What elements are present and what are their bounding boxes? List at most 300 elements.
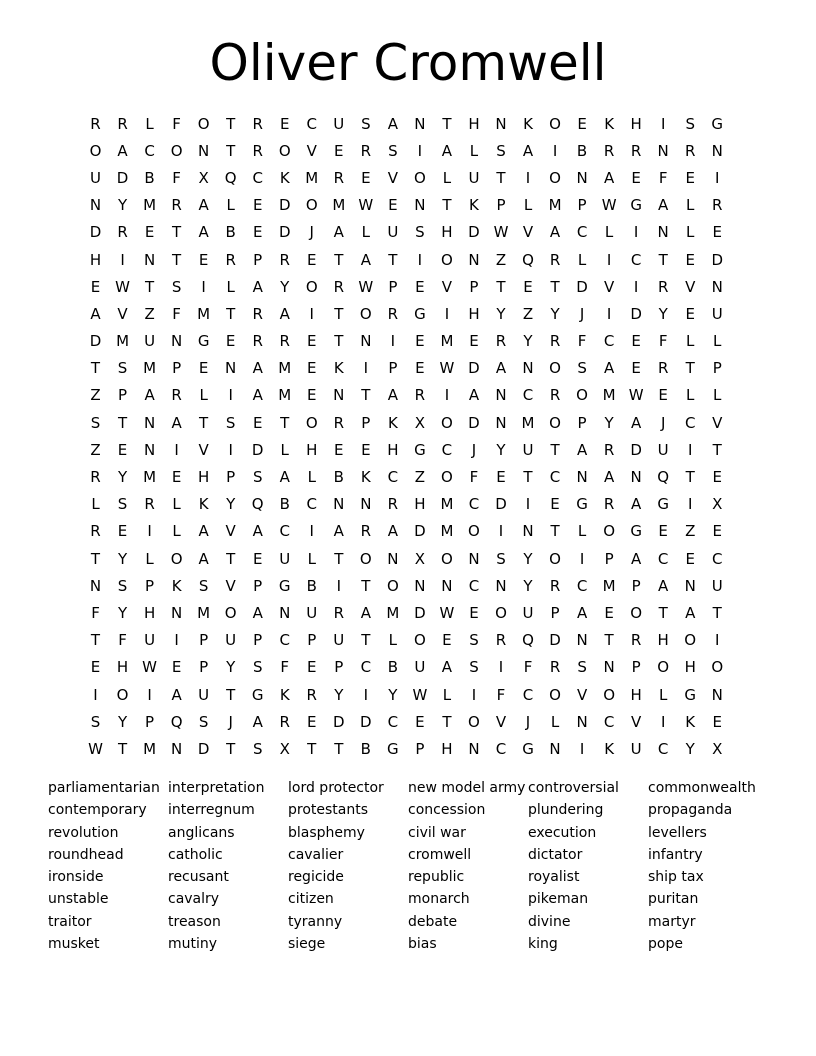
grid-letter: D (576, 277, 588, 296)
grid-letter: Y (226, 658, 236, 677)
grid-letter: U (333, 631, 345, 650)
grid-letter: H (630, 114, 642, 133)
grid-letter: E (415, 712, 425, 731)
grid-letter: F (172, 168, 181, 187)
grid-letter: N (89, 196, 102, 215)
grid-letter: W (628, 386, 644, 405)
grid-letter: R (414, 386, 426, 405)
grid-letter: T (550, 522, 560, 541)
grid-letter: R (171, 386, 182, 405)
grid-letter: Y (496, 304, 506, 323)
grid-letter: S (252, 739, 263, 758)
grid-letter: U (306, 603, 318, 622)
grid-letter: A (360, 603, 371, 622)
grid-letter: I (579, 549, 585, 568)
word-list-item: lord protector (288, 780, 384, 796)
grid-letter: A (360, 250, 371, 269)
word-list-item: interpretation (168, 780, 265, 796)
grid-letter: B (144, 168, 155, 187)
grid-letter: I (93, 685, 98, 704)
grid-letter: E (307, 332, 317, 351)
grid-letter: G (414, 440, 426, 459)
grid-letter: E (631, 168, 641, 187)
grid-letter: D (630, 440, 642, 459)
grid-letter: D (549, 631, 561, 650)
grid-letter: M (440, 332, 454, 351)
grid-letter: R (603, 440, 615, 459)
grid-letter: K (279, 685, 290, 704)
grid-letter: N (630, 468, 642, 487)
grid-letter: E (225, 332, 236, 351)
grid-letter: S (198, 712, 209, 731)
grid-letter: E (171, 468, 182, 487)
grid-letter: O (657, 658, 670, 677)
grid-letter: N (143, 440, 156, 459)
word-list-item: puritan (648, 891, 699, 908)
grid-letter: V (631, 712, 642, 731)
grid-letter: L (172, 522, 181, 541)
grid-letter: H (116, 658, 129, 677)
grid-letter: T (90, 549, 101, 568)
word-list-item: interregnum (168, 802, 255, 819)
grid-letter: I (606, 304, 612, 323)
grid-letter: C (657, 549, 669, 568)
grid-letter: T (442, 712, 452, 731)
grid-letter: R (252, 114, 263, 133)
grid-letter: I (660, 712, 666, 731)
grid-letter: R (117, 223, 128, 242)
grid-letter: Q (224, 168, 237, 187)
grid-letter: C (522, 685, 534, 704)
grid-letter: U (468, 168, 480, 187)
grid-letter: R (549, 576, 561, 595)
grid-letter: Y (117, 196, 128, 215)
grid-letter: Y (280, 277, 290, 296)
grid-letter: N (143, 413, 156, 432)
grid-letter: A (252, 522, 263, 541)
grid-letter: N (414, 576, 426, 595)
grid-letter: U (387, 223, 399, 242)
grid-row (82, 382, 732, 409)
grid-letter: T (685, 468, 695, 487)
grid-letter: C (306, 495, 317, 514)
grid-letter: I (390, 332, 396, 351)
grid-letter: Q (522, 631, 534, 650)
grid-letter: N (170, 332, 183, 351)
word-list-item: commonwealth (648, 780, 756, 796)
grid-letter: C (630, 250, 642, 269)
grid-letter: U (657, 440, 669, 459)
grid-letter: O (603, 522, 616, 541)
grid-letter: X (198, 168, 209, 187)
word-list-item: plundering (528, 802, 604, 819)
grid-letter: F (496, 685, 506, 704)
grid-letter: N (711, 141, 723, 160)
grid-letter: X (414, 413, 426, 432)
grid-letter: N (225, 359, 237, 378)
grid-letter: P (577, 196, 587, 215)
grid-letter: E (658, 386, 668, 405)
grid-letter: P (226, 468, 236, 487)
grid-letter: T (226, 549, 236, 568)
grid-letter: N (387, 549, 399, 568)
grid-letter: I (174, 631, 179, 650)
grid-letter: U (279, 549, 291, 568)
grid-letter: O (549, 114, 561, 133)
grid-letter: D (197, 739, 210, 758)
grid-row (82, 273, 732, 300)
grid-letter: E (307, 386, 317, 405)
grid-letter: N (170, 603, 183, 622)
word-list-item: cavalry (168, 891, 220, 908)
grid-letter: F (577, 332, 587, 351)
grid-letter: W (88, 739, 103, 758)
grid-letter: O (359, 304, 372, 323)
grid-letter: F (658, 168, 668, 187)
grid-letter: C (576, 576, 588, 595)
grid-letter: O (305, 413, 318, 432)
grid-letter: G (197, 332, 210, 351)
grid-letter: P (145, 712, 155, 731)
grid-letter: T (550, 277, 560, 296)
grid-letter: U (711, 304, 723, 323)
grid-letter: D (89, 223, 102, 242)
grid-letter: A (144, 386, 155, 405)
word-list-item: protestants (288, 802, 369, 819)
grid-letter: H (387, 440, 399, 459)
grid-letter: L (361, 223, 370, 242)
grid-letter: A (495, 359, 507, 378)
grid-letter: P (199, 631, 209, 650)
grid-letter: E (307, 250, 317, 269)
grid-letter: R (144, 495, 155, 514)
grid-letter: E (90, 277, 101, 296)
grid-letter: E (90, 658, 101, 677)
grid-letter: E (117, 522, 128, 541)
grid-letter: H (630, 685, 642, 704)
grid-row (82, 681, 732, 708)
grid-letter: L (523, 196, 533, 215)
grid-letter: R (90, 522, 101, 541)
grid-letter: W (358, 196, 374, 215)
word-list-item: pope (648, 936, 683, 953)
grid-letter: T (550, 440, 560, 459)
grid-letter: U (522, 440, 534, 459)
word-list-item: king (528, 936, 558, 953)
grid-letter: N (684, 576, 696, 595)
grid-letter: W (358, 277, 374, 296)
grid-letter: R (333, 277, 345, 296)
grid-row (82, 463, 732, 490)
grid-letter: A (171, 413, 182, 432)
grid-letter: O (305, 196, 318, 215)
grid-letter: R (252, 141, 263, 160)
grid-letter: A (658, 576, 669, 595)
grid-letter: U (144, 631, 156, 650)
grid-letter: N (468, 549, 480, 568)
grid-letter: T (604, 631, 614, 650)
grid-letter: A (333, 522, 344, 541)
grid-letter: E (252, 196, 263, 215)
grid-letter: O (684, 631, 697, 650)
grid-letter: N (333, 386, 345, 405)
grid-letter: Z (90, 386, 101, 405)
grid-letter: I (525, 168, 531, 187)
grid-row (82, 192, 732, 219)
grid-letter: D (495, 495, 507, 514)
grid-letter: T (442, 196, 452, 215)
grid-letter: S (361, 114, 371, 133)
grid-letter: M (143, 739, 157, 758)
grid-letter: R (630, 141, 642, 160)
grid-letter: S (117, 359, 128, 378)
grid-letter: V (306, 141, 317, 160)
grid-letter: D (468, 413, 480, 432)
grid-letter: E (334, 141, 344, 160)
grid-letter: T (496, 277, 506, 296)
word-list-item: royalist (528, 869, 580, 886)
grid-letter: V (198, 440, 209, 459)
grid-letter: E (252, 413, 263, 432)
grid-letter: R (279, 712, 290, 731)
grid-letter: L (226, 196, 235, 215)
grid-letter: S (577, 658, 587, 677)
grid-letter: O (441, 250, 453, 269)
grid-letter: L (307, 549, 316, 568)
grid-letter: R (333, 603, 345, 622)
grid-letter: A (198, 522, 209, 541)
grid-letter: I (336, 576, 342, 595)
grid-letter: T (334, 549, 344, 568)
grid-letter: L (658, 685, 668, 704)
grid-letter: T (172, 223, 182, 242)
grid-letter: H (198, 468, 210, 487)
grid-letter: O (549, 549, 561, 568)
grid-letter: P (631, 658, 641, 677)
grid-letter: N (603, 658, 615, 677)
grid-letter: N (522, 522, 534, 541)
grid-letter: I (228, 386, 233, 405)
grid-letter: R (387, 495, 399, 514)
grid-letter: R (306, 685, 317, 704)
grid-letter: T (685, 359, 695, 378)
grid-letter: A (252, 712, 263, 731)
grid-letter: I (228, 440, 233, 459)
grid-letter: U (144, 332, 156, 351)
word-list-item: mutiny (168, 936, 218, 953)
grid-letter: S (117, 576, 128, 595)
word-list-item: musket (48, 936, 100, 953)
grid-letter: S (496, 141, 506, 160)
grid-letter: C (576, 223, 588, 242)
grid-row (82, 355, 732, 382)
grid-letter: N (468, 739, 480, 758)
grid-letter: G (657, 495, 669, 514)
grid-letter: V (441, 277, 453, 296)
grid-letter: C (441, 440, 453, 459)
grid-letter: T (226, 114, 236, 133)
word-list-item: martyr (648, 913, 696, 930)
grid-letter: S (171, 277, 182, 296)
grid-letter: E (685, 549, 695, 568)
word-list-item: cavalier (288, 846, 344, 863)
grid-letter: Q (170, 712, 183, 731)
word-list-item: concession (408, 802, 486, 819)
grid-letter: L (577, 250, 587, 269)
grid-letter: V (495, 712, 507, 731)
grid-letter: H (657, 631, 669, 650)
word-list-item: civil war (408, 824, 466, 841)
grid-letter: A (468, 386, 480, 405)
grid-row (82, 708, 732, 735)
grid-letter: Y (117, 712, 128, 731)
grid-letter: U (522, 603, 534, 622)
grid-letter: W (115, 277, 130, 296)
grid-letter: B (387, 658, 398, 677)
grid-letter: O (89, 141, 102, 160)
grid-letter: O (359, 549, 372, 568)
grid-letter: P (118, 386, 128, 405)
grid-letter: C (468, 576, 480, 595)
word-list-item: citizen (288, 891, 334, 908)
grid-letter: L (686, 386, 695, 405)
grid-letter: A (685, 603, 696, 622)
grid-letter: A (576, 440, 588, 459)
grid-letter: E (685, 250, 695, 269)
grid-letter: U (414, 658, 426, 677)
grid-letter: I (660, 114, 666, 133)
grid-letter: W (412, 685, 428, 704)
grid-letter: O (170, 141, 183, 160)
grid-row (82, 110, 732, 137)
grid-letter: A (522, 141, 534, 160)
grid-letter: I (444, 386, 450, 405)
grid-letter: N (360, 495, 372, 514)
grid-letter: I (715, 168, 720, 187)
grid-letter: T (658, 603, 668, 622)
grid-letter: H (468, 114, 480, 133)
word-list-item: dictator (528, 846, 583, 863)
word-list-item: recusant (168, 869, 229, 886)
grid-letter: X (712, 495, 723, 514)
grid-letter: B (360, 739, 371, 758)
grid-letter: M (197, 304, 211, 323)
grid-letter: A (252, 603, 263, 622)
grid-letter: Y (550, 304, 560, 323)
grid-letter: S (415, 223, 425, 242)
word-list-item: treason (168, 913, 221, 930)
grid-letter: M (440, 495, 454, 514)
grid-letter: S (252, 468, 263, 487)
grid-letter: T (658, 250, 668, 269)
grid-letter: A (576, 603, 588, 622)
grid-letter: I (715, 631, 720, 650)
grid-letter: O (278, 141, 291, 160)
word-list-item: republic (408, 869, 465, 886)
grid-letter: F (658, 332, 668, 351)
grid-letter: I (201, 277, 206, 296)
grid-letter: C (495, 739, 507, 758)
grid-letter: C (360, 658, 372, 677)
word-list-item: tyranny (288, 913, 343, 930)
grid-letter: J (228, 712, 233, 731)
grid-letter: U (225, 631, 237, 650)
grid-letter: H (441, 223, 453, 242)
grid-row (82, 300, 732, 327)
grid-letter: K (604, 739, 615, 758)
grid-letter: C (657, 739, 669, 758)
grid-letter: P (334, 658, 344, 677)
grid-letter: T (496, 168, 506, 187)
grid-row (82, 491, 732, 518)
grid-letter: T (280, 413, 290, 432)
grid-letter: E (685, 168, 695, 187)
grid-letter: G (414, 304, 426, 323)
grid-letter: F (91, 603, 100, 622)
grid-letter: Q (251, 495, 264, 514)
grid-letter: T (361, 576, 371, 595)
grid-letter: I (417, 141, 423, 160)
grid-letter: T (361, 631, 371, 650)
letter-grid (82, 110, 732, 763)
grid-letter: K (469, 196, 479, 215)
grid-letter: R (549, 250, 561, 269)
grid-letter: A (333, 223, 344, 242)
grid-letter: E (334, 440, 344, 459)
grid-letter: N (279, 603, 291, 622)
grid-letter: S (469, 631, 479, 650)
grid-letter: P (361, 413, 371, 432)
grid-letter: E (198, 359, 209, 378)
word-list-item: debate (408, 913, 458, 930)
grid-letter: T (226, 685, 236, 704)
grid-letter: D (278, 196, 291, 215)
grid-letter: E (252, 549, 263, 568)
grid-letter: A (252, 386, 263, 405)
grid-letter: K (198, 495, 209, 514)
grid-letter: P (307, 631, 317, 650)
word-list-item: propaganda (648, 802, 733, 819)
grid-letter: E (712, 712, 722, 731)
grid-letter: S (388, 141, 398, 160)
word-list-item: monarch (408, 891, 470, 908)
grid-letter: M (521, 413, 535, 432)
grid-letter: D (414, 603, 426, 622)
grid-letter: O (224, 603, 237, 622)
grid-letter: U (711, 576, 723, 595)
grid-letter: R (279, 332, 290, 351)
grid-letter: A (252, 277, 263, 296)
grid-letter: T (334, 304, 344, 323)
grid-letter: Y (604, 413, 614, 432)
grid-letter: N (522, 359, 534, 378)
grid-letter: V (225, 576, 236, 595)
grid-letter: T (307, 739, 317, 758)
word-list-item: ship tax (648, 869, 704, 886)
grid-row (82, 246, 732, 273)
grid-letter: Y (496, 440, 506, 459)
grid-letter: O (305, 277, 318, 296)
grid-letter: A (441, 658, 453, 677)
grid-letter: K (685, 712, 696, 731)
grid-letter: Z (414, 468, 426, 487)
grid-letter: A (387, 114, 398, 133)
grid-letter: G (630, 196, 642, 215)
grid-letter: D (468, 223, 480, 242)
grid-letter: O (549, 413, 561, 432)
grid-letter: E (442, 631, 452, 650)
grid-letter: Y (658, 304, 668, 323)
